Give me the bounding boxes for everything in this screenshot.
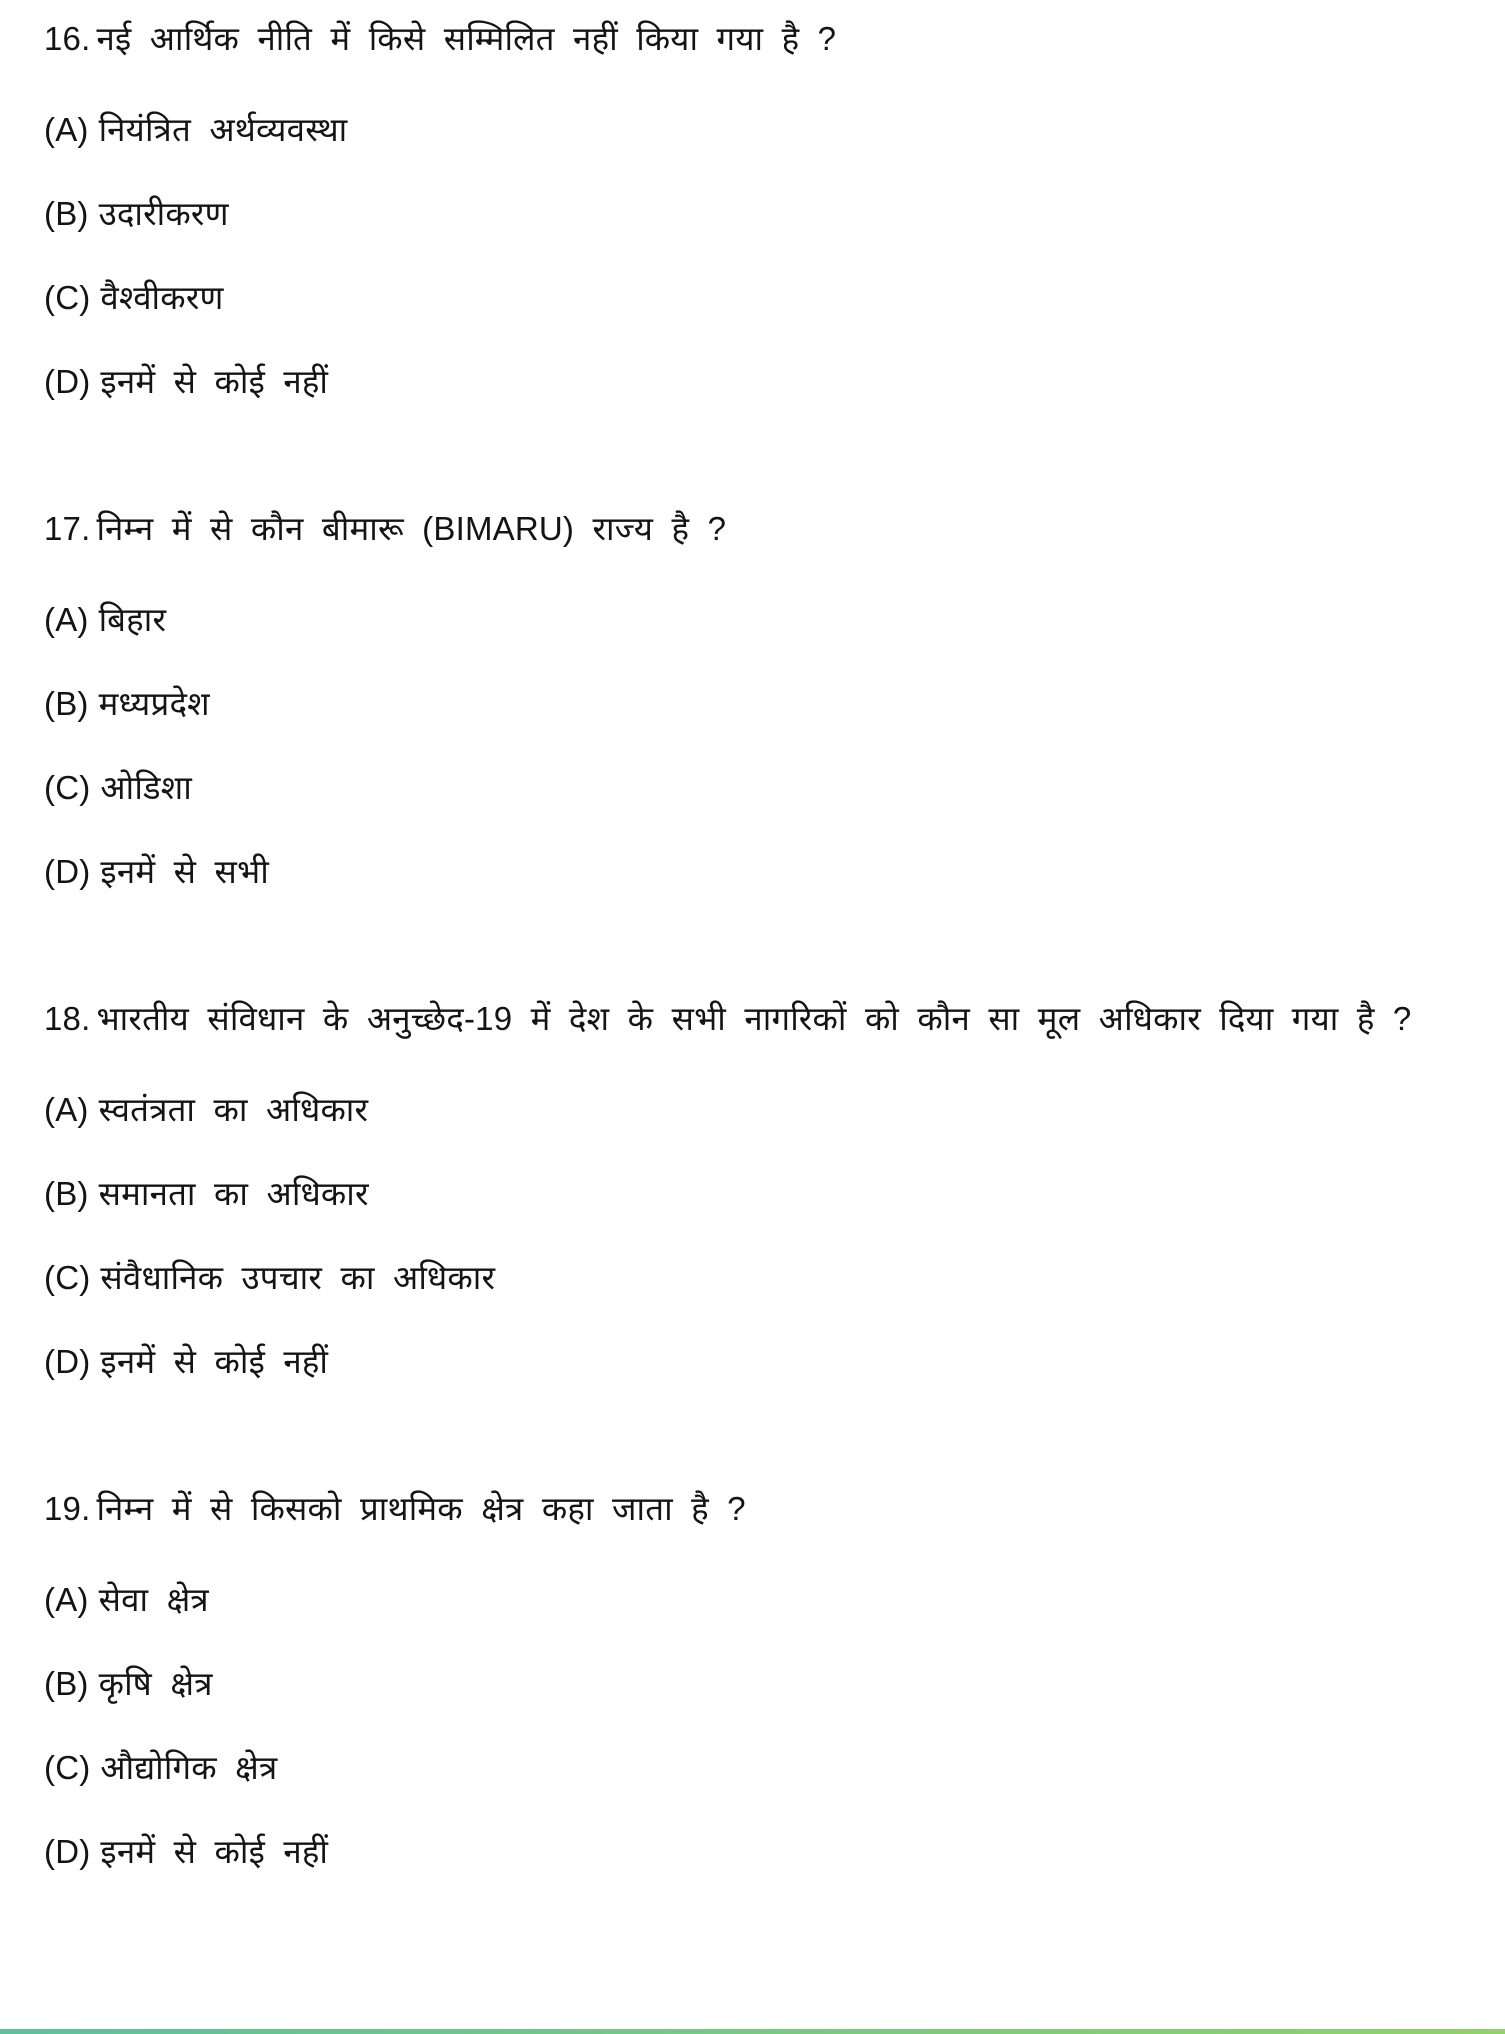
option-row [44, 1662, 1460, 1706]
option-text: मध्यप्रदेश [98, 685, 210, 722]
question-number: 18. [44, 1000, 91, 1037]
question-16 [44, 6, 1460, 404]
question-text [44, 1476, 1460, 1542]
option-label: (C) [44, 1749, 91, 1786]
option-text: कृषि क्षेत्र [98, 1665, 213, 1702]
option-row [44, 1746, 1460, 1790]
option-label: (B) [44, 195, 89, 232]
option-text: इनमें से कोई नहीं [100, 1343, 329, 1380]
option-label: (A) [44, 111, 89, 148]
option-label: (C) [44, 1259, 91, 1296]
option-row [44, 682, 1460, 726]
footer-accent-bar [0, 2029, 1505, 2034]
option-text: बिहार [98, 601, 167, 638]
option-label: (A) [44, 601, 89, 638]
option-label: (B) [44, 1175, 89, 1212]
option-label: (D) [44, 853, 91, 890]
option-label: (B) [44, 1665, 89, 1702]
option-label: (D) [44, 363, 91, 400]
question-18 [44, 986, 1460, 1384]
option-label: (C) [44, 279, 91, 316]
option-row [44, 766, 1460, 810]
option-label: (A) [44, 1091, 89, 1128]
option-text: नियंत्रित अर्थव्यवस्था [98, 111, 348, 148]
option-text: सेवा क्षेत्र [98, 1581, 209, 1618]
option-label: (C) [44, 769, 91, 806]
option-text: समानता का अधिकार [98, 1175, 369, 1212]
question-17 [44, 496, 1460, 894]
option-text: ओडिशा [100, 769, 192, 806]
option-text: औद्योगिक क्षेत्र [100, 1749, 278, 1786]
question-number: 17. [44, 510, 91, 547]
question-text [44, 496, 1460, 562]
option-text: इनमें से सभी [100, 853, 269, 890]
option-text: उदारीकरण [98, 195, 229, 232]
option-row [44, 1578, 1460, 1622]
option-row [44, 276, 1460, 320]
option-label: (B) [44, 685, 89, 722]
option-text: इनमें से कोई नहीं [100, 1833, 329, 1870]
option-row [44, 1172, 1460, 1216]
option-row [44, 598, 1460, 642]
option-text: संवैधानिक उपचार का अधिकार [100, 1259, 496, 1296]
option-label: (A) [44, 1581, 89, 1618]
option-row [44, 108, 1460, 152]
question-number: 19. [44, 1490, 91, 1527]
question-19 [44, 1476, 1460, 1874]
question-body: निम्न में से किसको प्राथमिक क्षेत्र कहा जाता है ? [96, 1490, 746, 1527]
option-label: (D) [44, 1833, 91, 1870]
option-row [44, 1340, 1460, 1384]
option-label: (D) [44, 1343, 91, 1380]
option-text: वैश्वीकरण [100, 279, 224, 316]
option-row [44, 1256, 1460, 1300]
option-text: स्वतंत्रता का अधिकार [98, 1091, 369, 1128]
option-row [44, 850, 1460, 894]
option-row [44, 360, 1460, 404]
option-row [44, 1088, 1460, 1132]
question-text [44, 6, 1460, 72]
option-text: इनमें से कोई नहीं [100, 363, 329, 400]
question-body: नई आर्थिक नीति में किसे सम्मिलित नहीं किया गया है ? [96, 20, 837, 57]
option-row [44, 192, 1460, 236]
question-text [44, 986, 1460, 1052]
question-number: 16. [44, 20, 91, 57]
question-body: निम्न में से कौन बीमारू (BIMARU) राज्य है ? [96, 510, 727, 547]
question-body: भारतीय संविधान के अनुच्छेद-19 में देश के सभी नागरिकों को कौन सा मूल अधिकार दिया गया है ? [96, 1000, 1412, 1037]
option-row [44, 1830, 1460, 1874]
